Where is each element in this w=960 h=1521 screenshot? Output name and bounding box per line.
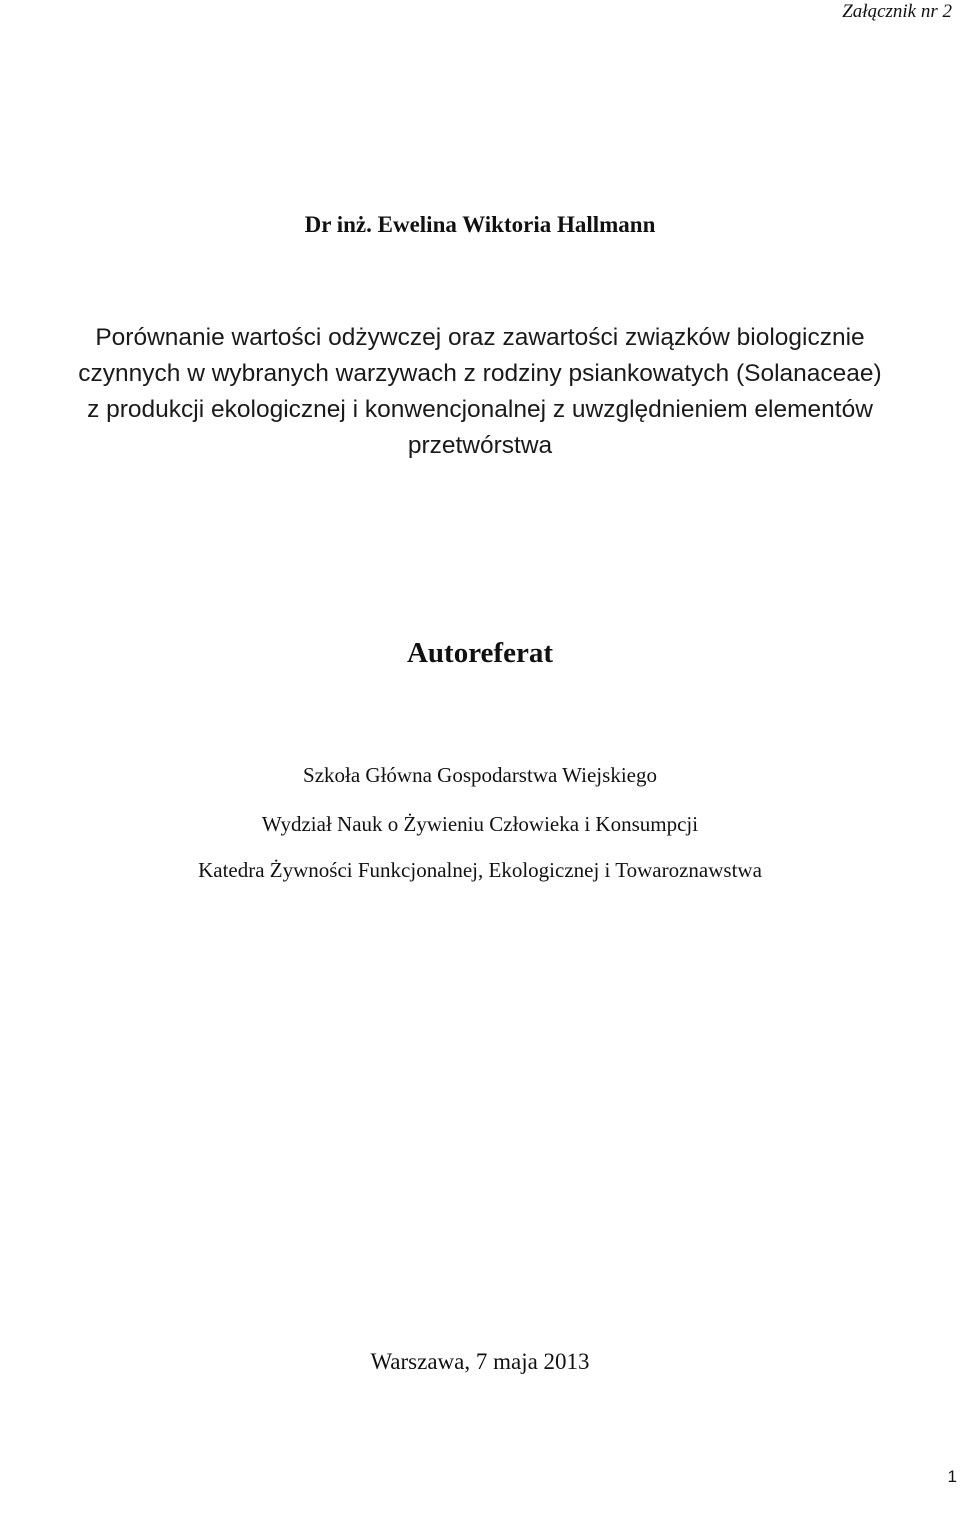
title-line-4: przetwórstwa	[407, 432, 553, 459]
title-line-2: czynnych w wybranych warzywach z rodziny psiankowatych (Solanaceae)	[78, 360, 882, 387]
document-type: Autoreferat	[406, 637, 553, 669]
place-and-date: Warszawa, 7 maja 2013	[370, 1349, 590, 1374]
page-number: 1	[947, 1467, 957, 1486]
title-line-1: Porównanie wartości odżywczej oraz zawartości związków biologicznie	[95, 324, 865, 351]
attachment-label: Załącznik nr 2	[842, 1, 952, 22]
author-name: Dr inż. Ewelina Wiktoria Hallmann	[304, 212, 656, 237]
faculty-name: Wydział Nauk o Żywieniu Człowieka i Konsumpcji	[261, 812, 699, 836]
university-name: Szkoła Główna Gospodarstwa Wiejskiego	[303, 763, 657, 787]
title-line-3: z produkcji ekologicznej i konwencjonalnej z uwzględnieniem elementów	[87, 396, 873, 423]
department-name: Katedra Żywności Funkcjonalnej, Ekologicznej i Towaroznawstwa	[198, 858, 762, 882]
document-title	[0, 320, 960, 464]
